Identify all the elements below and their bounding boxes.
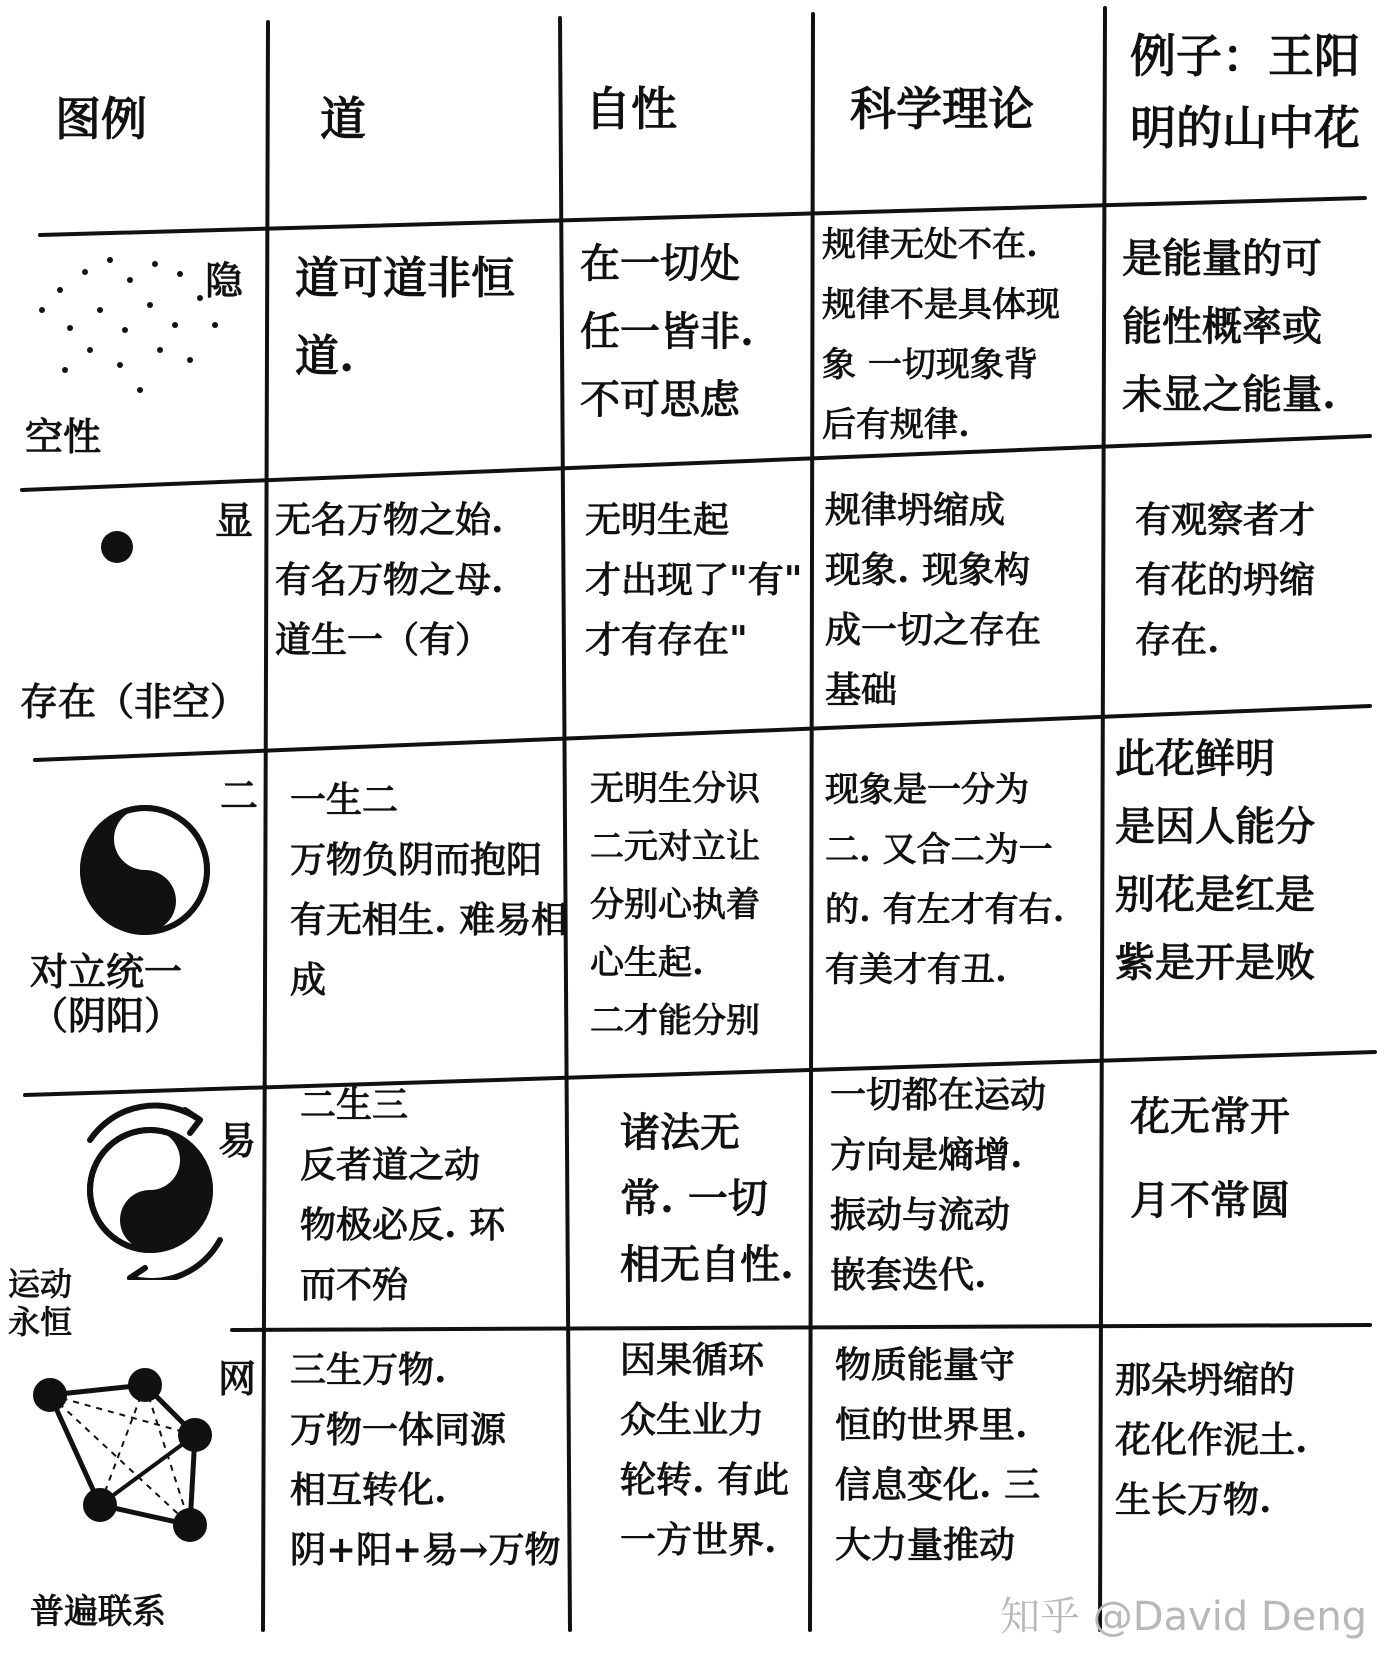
header-self-nature: 自性 — [585, 82, 677, 136]
header-dao: 道 — [320, 92, 366, 146]
legend-label-existence: 存在（非空） — [20, 679, 249, 724]
cell-dao-manifest: 无名万物之始. 有名万物之母. 道生一（有） — [275, 499, 504, 661]
cell-dao-hidden: 道可道非恒 道. — [295, 253, 515, 382]
cell-example-manifest: 有观察者才 有花的坍缩 存在. — [1135, 499, 1316, 661]
header-legend: 图例 — [55, 92, 147, 146]
cell-self-nature-change: 诸法无 常. 一切 相无自性. — [620, 1109, 794, 1288]
cell-example-change: 花无常开 月不常圆 — [1130, 1093, 1290, 1224]
rotating-yin-yang-icon — [60, 1100, 240, 1280]
column-divider — [263, 22, 268, 1630]
cell-self-nature-network: 因果循环 众生业力 轮转. 有此 一方世界. — [620, 1339, 790, 1561]
cell-science-change: 一切都在运动 方向是熵增. 振动与流动 嵌套迭代. — [830, 1074, 1047, 1296]
cell-self-nature-manifest: 无明生起 才出现了"有" 才有存在" — [585, 499, 803, 661]
legend-label-emptiness: 空性 — [25, 414, 102, 459]
cell-dao-two: 一生二 万物负阴而抱阳 有无相生. 难易相 成 — [290, 779, 568, 1001]
solid-dot-icon — [95, 525, 139, 569]
cell-science-manifest: 规律坍缩成 现象. 现象构 成一切之存在 基础 — [825, 489, 1042, 711]
legend-tag-manifest: 显 — [215, 498, 254, 543]
cell-science-network: 物质能量守 恒的世界里. 信息变化. 三 大力量推动 — [835, 1344, 1041, 1566]
cell-example-two: 此花鲜明 是因人能分 别花是红是 紫是开是败 — [1115, 735, 1315, 986]
cell-dao-network: 三生万物. 万物一体同源 相互转化. 阴+阳+易→万物 — [290, 1349, 561, 1571]
legend-label-eternal-motion: 运动 永恒 — [8, 1265, 73, 1341]
cell-self-nature-hidden: 在一切处 任一皆非. 不可思虑 — [580, 240, 754, 423]
legend-label-unity-of-opposites: 对立统一 （阴阳） — [30, 949, 183, 1038]
scattered-dots-icon — [30, 250, 230, 400]
legend-tag-hidden: 隐 — [205, 258, 244, 303]
legend-tag-two: 二 — [220, 773, 259, 818]
cell-science-two: 现象是一分为 二. 又合二为一 的. 有左才有右. 有美才有丑. — [825, 770, 1065, 990]
column-divider — [1100, 8, 1105, 1630]
row-divider — [232, 1325, 1370, 1330]
header-example: 例子：王阳 明的山中花 — [1130, 29, 1360, 155]
row-divider — [22, 436, 1370, 490]
legend-tag-network: 网 — [218, 1356, 257, 1401]
column-divider — [810, 14, 813, 1630]
yin-yang-icon — [75, 800, 215, 940]
cell-example-network: 那朵坍缩的 花化作泥土. 生长万物. — [1115, 1359, 1308, 1521]
cell-dao-change: 二生三 反者道之动 物极必反. 环 而不殆 — [300, 1084, 506, 1306]
network-icon — [25, 1360, 245, 1560]
cell-example-hidden: 是能量的可 能性概率或 未显之能量. — [1122, 235, 1336, 418]
header-science: 科学理论 — [850, 82, 1034, 136]
cell-science-hidden: 规律无处不在. 规律不是具体现 象 一切现象背 后有规律. — [822, 225, 1060, 445]
cell-self-nature-two: 无明生分识 二元对立让 分别心执着 心生起. 二才能分别 — [590, 769, 760, 1041]
legend-tag-change: 易 — [218, 1118, 257, 1163]
watermark: 知乎 @David Deng — [1000, 1594, 1368, 1640]
legend-label-universal-connection: 普遍联系 — [30, 1592, 166, 1632]
